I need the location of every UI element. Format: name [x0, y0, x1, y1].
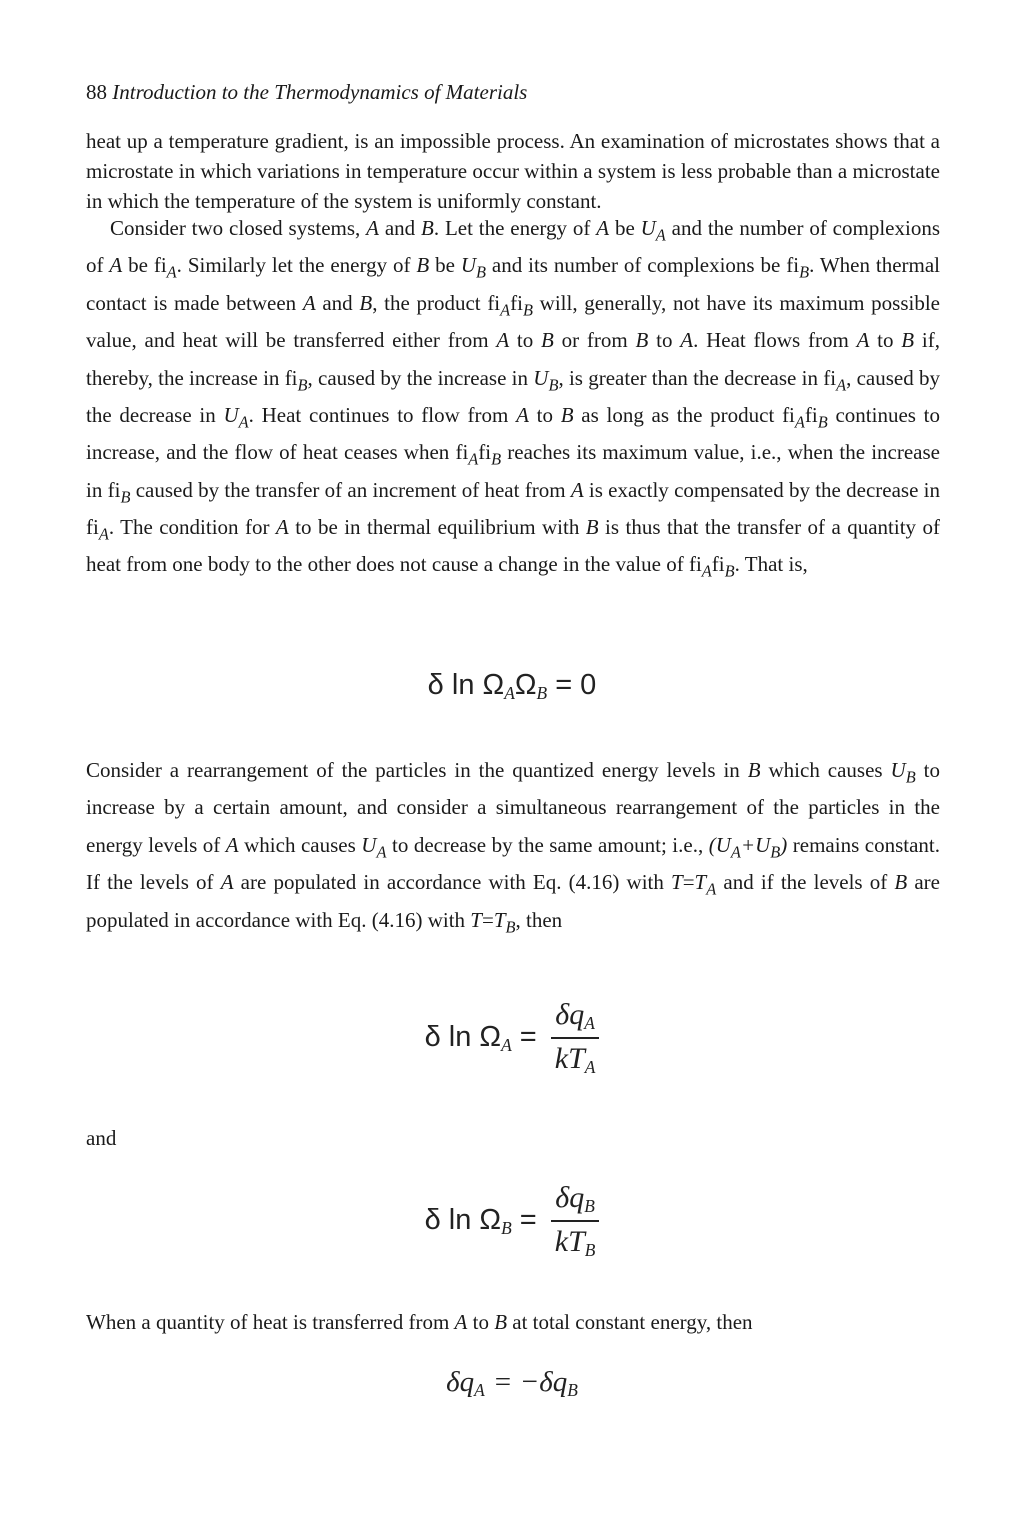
- paragraph-3: Consider a rearrangement of the particles in the quantized energy levels in B which causes $U_B$ to increase by a certain amount, and consider a simultaneous rearrangement of the particles in the energy levels of A which causes $U_A$ to decrease by the same amount; i.e., $(U_A+U_B)$ remains constant. If the levels of A are populated in accordance with Eq. (4.16) with $T=T_A$ and if the levels of B are populated in accordance with Eq. (4.16) with $T=T_B$, then: [86, 758, 940, 937]
- equation-delta-ln-omega-a: δ $\ln \Omega_A$ = $\frac{\delta q_A}{kT_A}$: [0, 998, 1024, 1078]
- book-title: Introduction to the Thermodynamics of Materials: [112, 80, 528, 104]
- paragraph-4: When a quantity of heat is transferred from A to B at total constant energy, then: [86, 1310, 753, 1334]
- running-header: [86, 80, 527, 105]
- paragraph-1: heat up a temperature gradient, is an impossible process. An examination of microstates shows that a microstate in which variations in temperature occur within a system is less probable than a microstate in which the temperature of the system is uniformly constant.: [86, 129, 940, 213]
- equation-delta-ln-omega-product: δ $\ln \Omega_A\Omega_B = 0$: [427, 669, 597, 704]
- equation-delta-ln-omega-b: δ $\ln \Omega_B$ = $\frac{\delta q_B}{kT_B}$: [0, 1181, 1024, 1261]
- and-connector: and: [86, 1126, 117, 1150]
- fraction-b: $\frac{\delta q_B}{kT_B}$: [551, 1181, 600, 1261]
- fraction-a: $\frac{\delta q_A}{kT_A}$: [551, 998, 600, 1078]
- paragraph-2: Consider two closed systems, A and B. Let the energy of A be $U_A$ and the number of complexions of A be $fi_A$. Similarly let the energy of B be $U_B$ and its number of complexions be $fi_B$. When thermal contact is made between A and B, the product $fi_Afi_B$ will, generally, not have its maximum possible value, and heat will be transferred either from A to B or from B to A. Heat flows from A to B if, thereby, the increase in $fi_B$, caused by the increase in $U_B$, is greater than the decrease in $fi_A$, caused by the decrease in $U_A$. Heat continues to flow from A to B as long as the product $fi_Afi_B$ continues to increase, and the flow of heat ceases when $fi_Afi_B$ reaches its maximum value, i.e., when the increase in $fi_B$ caused by the transfer of an increment of heat from A is exactly compensated by the decrease in $fi_A$. The condition for A to be in thermal equilibrium with B is thus that the transfer of a quantity of heat from one body to the other does not cause a change in the value of $fi_Afi_B$. That is,: [86, 216, 941, 582]
- equation-heat-balance: $\delta q_A = -\delta q_B$: [446, 1366, 578, 1401]
- page-number: 88: [86, 80, 107, 104]
